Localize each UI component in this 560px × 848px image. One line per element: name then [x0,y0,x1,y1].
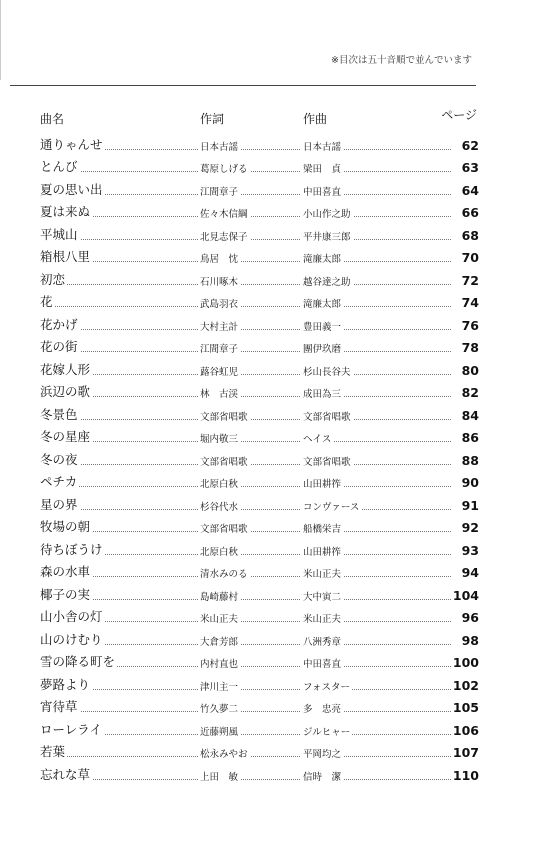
song-lyricist: 堀内敬三 [200,431,240,445]
song-lyricist: 佐々木信綱 [200,206,250,220]
song-page: 76 [461,317,479,333]
song-lyricist: 竹久夢二 [200,701,240,715]
song-lyricist: 文部省唱歌 [200,454,250,468]
song-title: 山のけむり [40,631,103,647]
toc-list [0,133,560,786]
song-page: 98 [461,632,479,648]
song-composer: 大中寅二 [303,589,343,603]
song-composer: 滝廉太郎 [303,251,343,265]
song-lyricist: 林 古渓 [200,386,240,400]
toc-row [0,696,560,719]
song-lyricist: 葛原しげる [200,161,250,175]
header-page: ページ [441,108,477,122]
song-page: 74 [461,295,479,310]
header-title: 曲名 [40,112,65,126]
song-title: 忘れな草 [40,766,91,782]
song-page: 84 [461,407,479,423]
song-title: 平城山 [40,226,78,242]
song-title: 冬景色 [40,406,78,422]
song-composer: 越谷達之助 [303,274,353,288]
song-composer: ジルヒャー [303,724,352,738]
song-title: 夏は来ぬ [40,204,91,219]
song-page: 78 [461,340,479,355]
song-lyricist: 上田 敏 [200,769,240,783]
song-title: 浜辺の歌 [40,384,91,399]
song-page: 105 [452,700,479,715]
song-title: 椰子の実 [40,586,91,602]
song-title: 雪の降る町を [40,654,116,669]
song-composer: 中田喜直 [303,656,343,670]
song-page: 100 [452,655,479,670]
song-title: 花嫁人形 [40,361,91,377]
song-lyricist: 北原白秋 [200,476,240,490]
toc-row [0,516,560,539]
song-lyricist: 米山正夫 [200,611,240,625]
song-page: 92 [461,520,479,535]
song-page: 104 [452,587,479,603]
song-title: ローレライ [40,721,102,737]
song-lyricist: 江間章子 [200,184,240,198]
song-lyricist: 清水みのる [200,566,250,580]
song-composer: 梁田 貞 [303,161,343,175]
song-page: 82 [461,385,479,400]
toc-row [0,718,560,741]
song-page: 107 [452,745,479,760]
song-lyricist: 大村主計 [200,319,240,333]
song-page: 66 [461,205,479,220]
song-lyricist: 北原白秋 [200,544,240,558]
song-lyricist: 島崎藤村 [200,589,240,603]
song-composer: 中田喜直 [303,184,343,198]
header-lyricist: 作詞 [200,112,225,126]
toc-row [0,133,560,156]
song-composer: 團伊玖磨 [303,341,343,355]
toc-header [0,110,560,130]
song-title: 花かげ [40,316,78,332]
song-lyricist: 蕗谷虹児 [200,364,240,378]
song-composer: 文部省唱歌 [303,409,353,423]
song-composer: ヘイス [303,431,333,445]
song-title: 夏の思い出 [40,181,103,197]
song-page: 96 [461,610,479,625]
song-page: 80 [461,362,479,378]
song-composer: 山田耕筰 [303,544,343,558]
toc-row [0,763,560,786]
song-lyricist: 杉谷代水 [200,499,240,513]
toc-row [0,426,560,449]
song-lyricist: 武島羽衣 [200,296,240,310]
song-lyricist: 文部省唱歌 [200,409,250,423]
toc-row [0,336,560,359]
song-title: 花の街 [40,339,78,354]
toc-row [0,223,560,246]
header-rule [10,85,476,86]
toc-row [0,268,560,291]
song-composer: 成田為三 [303,386,343,400]
song-composer: 平岡均之 [303,746,343,760]
song-lyricist: 津川主一 [200,679,240,693]
song-lyricist: 江間章子 [200,341,240,355]
song-title: 宵待草 [40,699,78,714]
song-composer: 米山正夫 [303,611,343,625]
song-composer: 信時 潔 [303,769,343,783]
song-lyricist: 文部省唱歌 [200,521,250,535]
song-lyricist: 松永みやお [200,746,250,760]
song-title: 若葉 [40,744,66,759]
song-composer: 山田耕筰 [303,476,343,490]
toc-row [0,291,560,314]
toc-row [0,651,560,674]
song-composer: 文部省唱歌 [303,454,353,468]
song-composer: 米山正夫 [303,566,343,580]
song-composer: 豊田義一 [303,319,343,333]
song-page: 88 [461,452,479,468]
song-title: 森の水車 [40,564,91,579]
song-title: 花 [40,294,53,309]
song-title: 通りゃんせ [40,136,103,152]
song-page: 68 [461,227,479,243]
song-page: 110 [452,767,479,783]
song-lyricist: 大倉芳郎 [200,634,240,648]
song-composer: 杉山長谷夫 [303,364,353,378]
song-page: 102 [452,677,479,693]
song-lyricist: 石川啄木 [200,274,240,288]
song-title: 夢路より [40,676,91,692]
song-composer: 多 忠亮 [303,701,343,715]
toc-row [0,538,560,561]
toc-row [0,448,560,471]
song-lyricist: 日本古謡 [200,139,240,153]
song-title: 待ちぼうけ [40,541,103,557]
toc-row [0,156,560,179]
song-composer: 日本古謡 [303,139,343,153]
song-composer: フォスター [303,679,352,693]
song-composer: 滝廉太郎 [303,296,343,310]
song-composer: 船橋栄吉 [303,521,343,535]
header-composer: 作曲 [303,112,328,126]
song-title: 初恋 [40,271,66,287]
toc-row [0,561,560,584]
toc-row [0,606,560,629]
toc-row [0,178,560,201]
song-composer: コンヴァース [303,499,361,513]
toc-row [0,673,560,696]
toc-row [0,313,560,336]
dot-leader [40,306,198,307]
toc-row [0,493,560,516]
song-lyricist: 北見志保子 [200,229,250,243]
song-title: 牧場の朝 [40,519,91,534]
toc-row [0,583,560,606]
song-lyricist: 近藤朔風 [200,724,240,738]
song-page: 91 [461,497,479,513]
song-title: とんび [40,159,78,174]
song-page: 90 [461,475,479,490]
song-title: ペチカ [40,474,78,489]
toc-row [0,628,560,651]
toc-row [0,358,560,381]
song-page: 94 [461,565,479,580]
song-lyricist: 鳥居 忱 [200,251,240,265]
toc-row [0,246,560,269]
song-title: 箱根八里 [40,249,91,264]
song-composer: 八洲秀章 [303,634,343,648]
song-composer: 小山作之助 [303,206,353,220]
song-page: 64 [461,182,479,198]
song-page: 62 [461,137,479,153]
toc-row [0,201,560,224]
toc-row [0,741,560,764]
song-page: 63 [461,160,479,175]
song-title: 山小舎の灯 [40,609,103,624]
song-page: 72 [461,272,479,288]
song-page: 93 [461,542,479,558]
song-page: 86 [461,430,479,445]
song-composer: 平井康三郎 [303,229,353,243]
song-title: 冬の星座 [40,429,91,444]
toc-row [0,381,560,404]
song-page: 106 [452,722,479,738]
toc-row [0,403,560,426]
song-lyricist: 内村直也 [200,656,240,670]
page-edge-mark [0,0,3,80]
toc-row [0,471,560,494]
song-title: 冬の夜 [40,451,78,467]
song-page: 70 [461,250,479,265]
song-title: 星の界 [40,496,78,512]
sort-order-note: ※目次は五十音順で並んでいます [331,55,472,66]
